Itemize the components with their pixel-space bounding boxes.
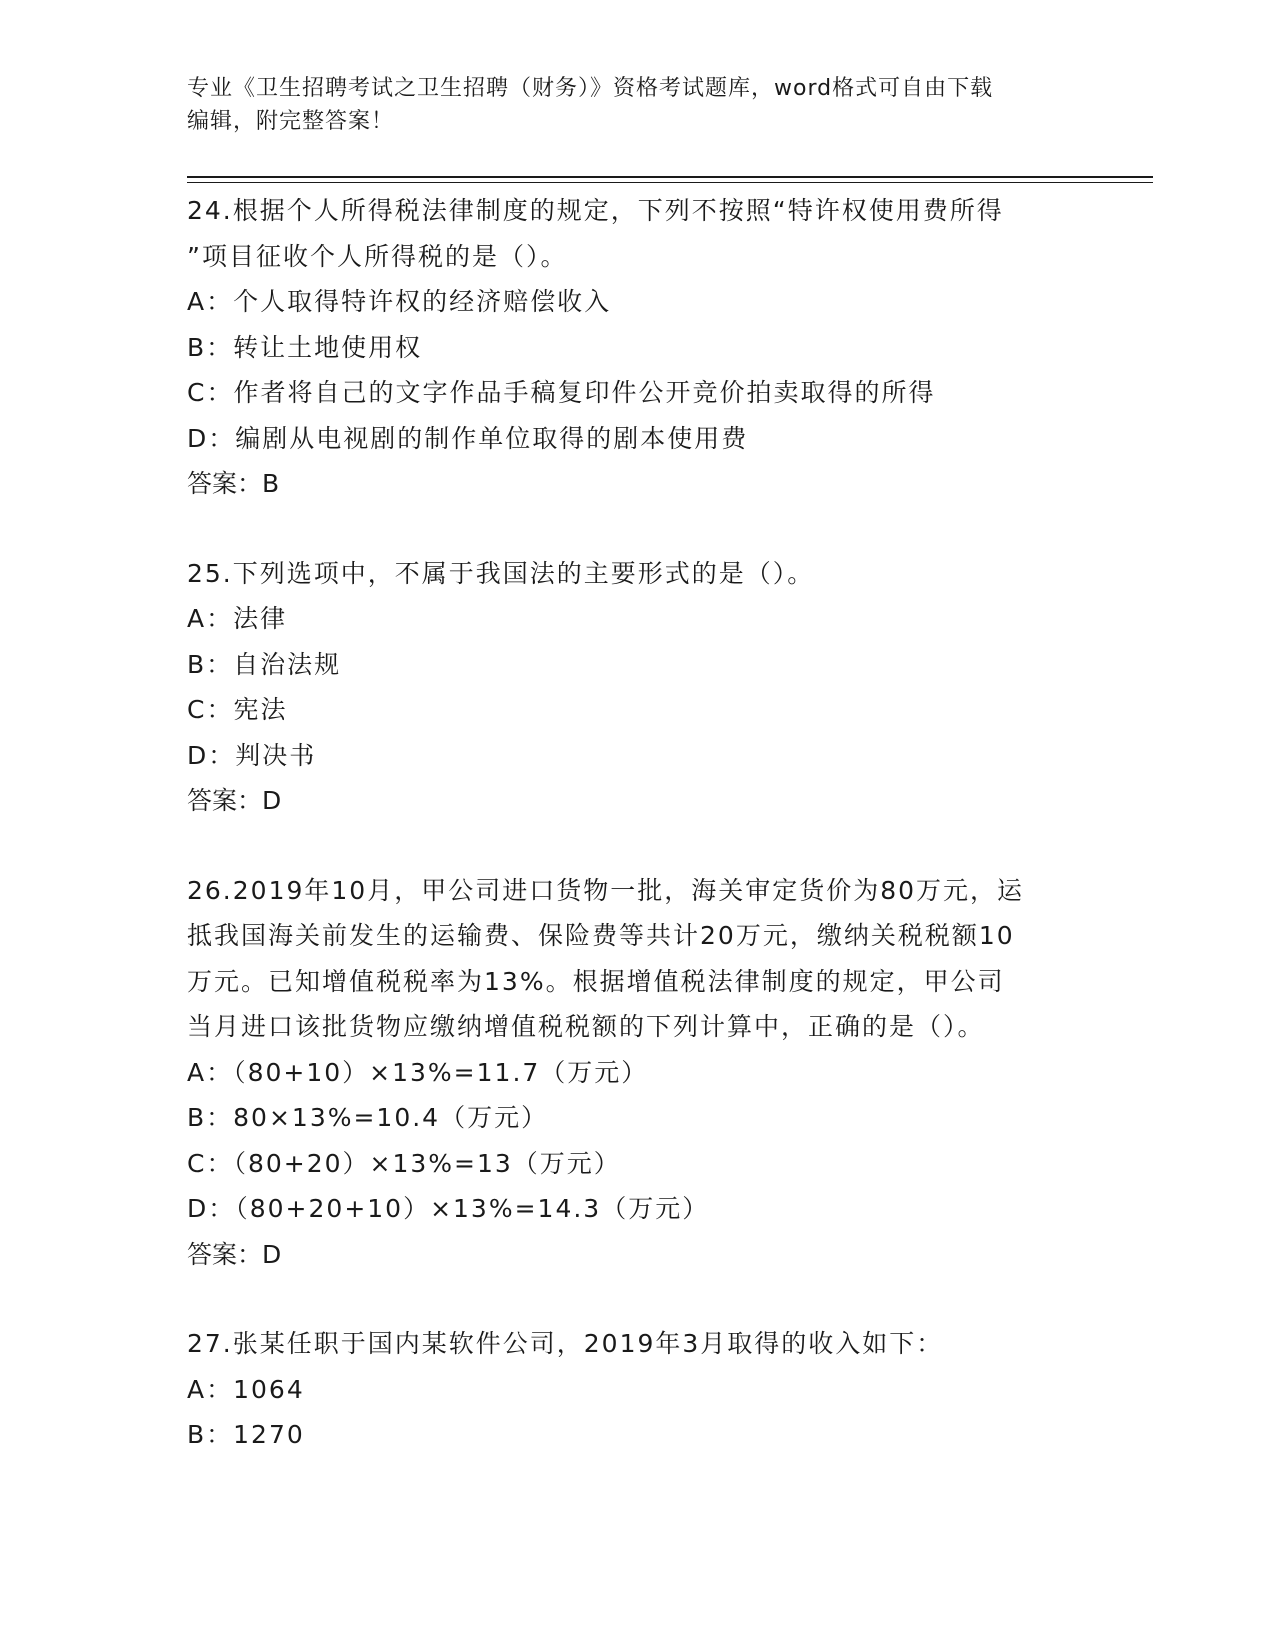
question-text: ”项目征收个人所得税的是（）。 (187, 241, 568, 271)
question-text: 24.根据个人所得税法律制度的规定，下列不按照“特许权使用费所得 (187, 196, 1004, 225)
question-text: 万元。已知增值税税率为13%。根据增值税法律制度的规定，甲公司 (187, 966, 1005, 996)
option-b: B：80×13%=10.4（万元） (187, 1103, 549, 1132)
question-spacer (187, 1277, 1087, 1321)
option-d: D：编剧从电视剧的制作单位取得的剧本使用费 (187, 423, 749, 453)
option-b: B：1270 (187, 1420, 305, 1449)
question-27 (187, 1321, 1087, 1458)
question-spacer (187, 507, 1087, 551)
option-a: A：1064 (187, 1374, 305, 1404)
question-26 (187, 868, 1087, 1278)
option-a: A：（80+10）×13%=11.7（万元） (187, 1057, 649, 1087)
answer-text: 答案：D (187, 1239, 282, 1269)
question-text: 当月进口该批货物应缴纳增值税税额的下列计算中，正确的是（）。 (187, 1012, 985, 1041)
option-a: A：个人取得特许权的经济赔偿收入 (187, 287, 612, 316)
option-d: D：判决书 (187, 740, 317, 770)
question-text: 27.张某任职于国内某软件公司，2019年3月取得的收入如下： (187, 1329, 944, 1358)
answer-text: 答案：D (187, 786, 282, 815)
answer-text: 答案：B (187, 469, 280, 498)
header-line: 专业《卫生招聘考试之卫生招聘（财务）》资格考试题库，word格式可自由下载 (187, 76, 994, 101)
question-text: 抵我国海关前发生的运输费、保险费等共计20万元，缴纳关税税额10 (187, 921, 1015, 950)
option-c: C：（80+20）×13%=13（万元） (187, 1148, 621, 1178)
question-text: 26.2019年10月，甲公司进口货物一批，海关审定货价为80万元，运 (187, 875, 1025, 905)
question-text: 25.下列选项中，不属于我国法的主要形式的是（）。 (187, 558, 815, 588)
option-b: B：转让土地使用权 (187, 332, 423, 362)
option-c: C：作者将自己的文字作品手稿复印件公开竞价拍卖取得的所得 (187, 378, 936, 407)
header-divider-thick (187, 176, 1153, 178)
header-divider-thin (187, 182, 1153, 183)
document-header (187, 72, 1067, 138)
question-24 (187, 188, 1087, 507)
header-line: 编辑，附完整答案！ (187, 109, 395, 134)
option-d: D：（80+20+10）×13%=14.3（万元） (187, 1194, 710, 1223)
question-list (187, 188, 1087, 1458)
option-a: A：法律 (187, 604, 288, 633)
option-c: C：宪法 (187, 695, 288, 724)
question-25 (187, 551, 1087, 824)
question-spacer (187, 824, 1087, 868)
option-b: B：自治法规 (187, 649, 342, 679)
